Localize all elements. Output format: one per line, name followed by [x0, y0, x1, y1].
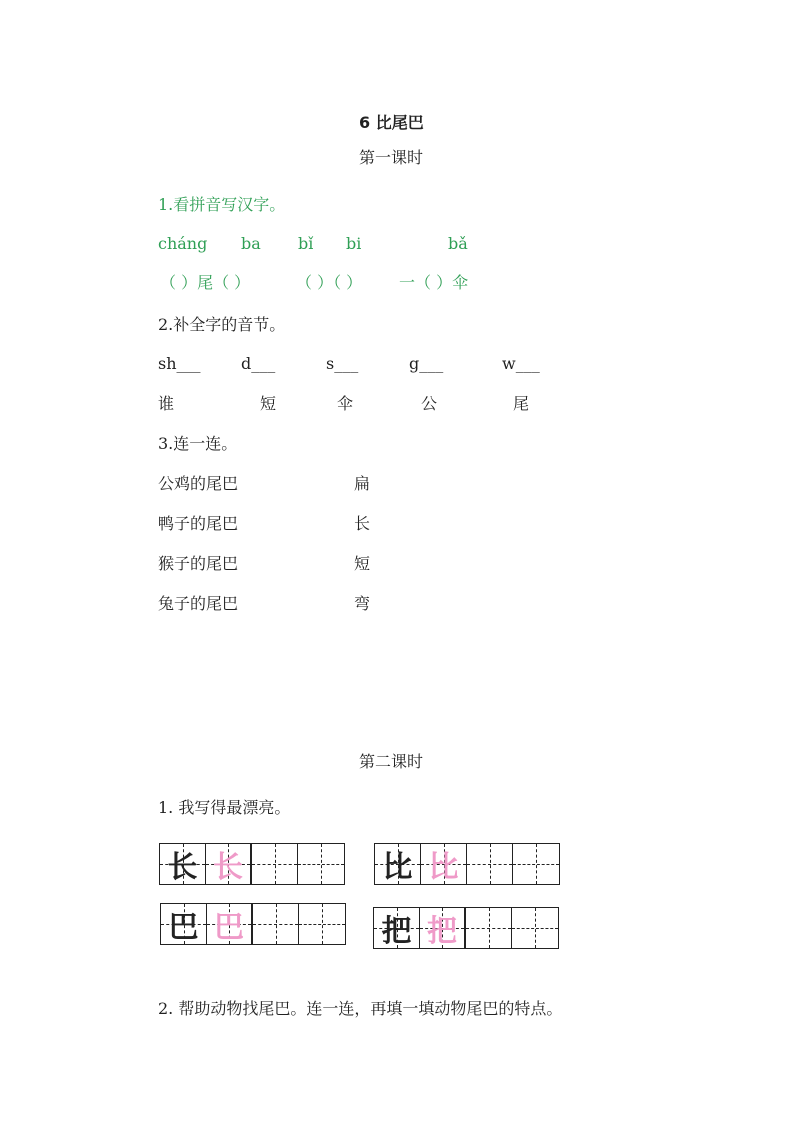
trace-char: 把 [427, 914, 457, 949]
match-right: 长 [354, 514, 371, 533]
char: 公 [421, 394, 438, 413]
l2-q2-label: 2. 帮助动物找尾巴。连一连，再填一填动物尾巴的特点。 [158, 999, 563, 1018]
writing-grid [373, 907, 559, 949]
trace-char: 长 [213, 850, 243, 885]
syllable: d___ [241, 354, 276, 373]
match-left: 鸭子的尾巴 [158, 514, 239, 533]
blank-group: （ ）（ ） [296, 273, 363, 292]
writing-grid [160, 903, 346, 945]
writing-grid [374, 843, 560, 885]
writing-grid [159, 843, 345, 885]
match-left: 公鸡的尾巴 [158, 474, 239, 493]
blank-group: 一（ ）伞 [399, 273, 469, 292]
pinyin: bi [346, 234, 362, 253]
char: 短 [260, 394, 277, 413]
char: 伞 [337, 394, 354, 413]
trace-char: 巴 [214, 910, 244, 945]
syllable: sh___ [158, 354, 201, 373]
match-left: 兔子的尾巴 [158, 594, 239, 613]
blank-group: （ ）尾（ ） [160, 273, 251, 292]
lesson2-heading: 第二课时 [359, 752, 424, 771]
model-char: 巴 [168, 910, 199, 945]
model-char: 比 [382, 850, 413, 885]
page-title: 6 比尾巴 [359, 113, 424, 132]
match-left: 猴子的尾巴 [158, 554, 239, 573]
pinyin: cháng [158, 234, 208, 253]
syllable: g___ [409, 354, 444, 373]
syllable: s___ [326, 354, 359, 373]
l2-q1-label: 1. 我写得最漂亮。 [158, 798, 291, 817]
char: 尾 [513, 394, 530, 413]
syllable: w___ [502, 354, 540, 373]
q1-label: 1.看拼音写汉字。 [158, 195, 286, 214]
q3-label: 3.连一连。 [158, 434, 238, 453]
trace-char: 比 [428, 850, 459, 885]
match-right: 弯 [354, 594, 371, 613]
pinyin: bǎ [448, 234, 468, 253]
char: 谁 [158, 394, 175, 413]
lesson1-heading: 第一课时 [359, 148, 424, 167]
model-char: 长 [167, 850, 198, 885]
q2-label: 2.补全字的音节。 [158, 315, 286, 334]
match-right: 扁 [354, 474, 371, 493]
pinyin: ba [241, 234, 261, 253]
model-char: 把 [381, 914, 412, 949]
match-right: 短 [354, 554, 371, 573]
pinyin: bǐ [298, 234, 314, 253]
